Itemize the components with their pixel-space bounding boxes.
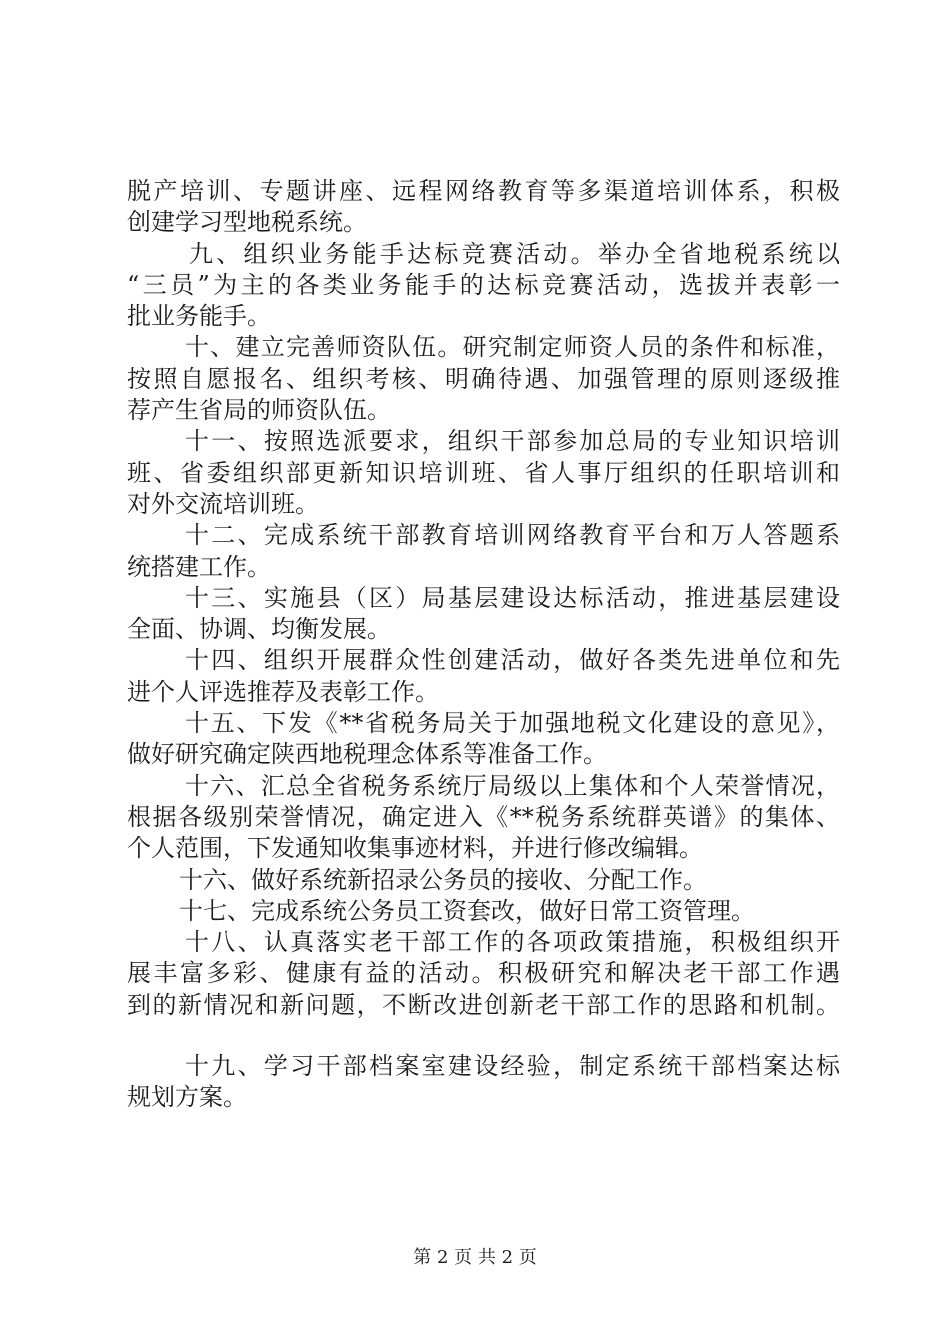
paragraph-line: 十二、完成系统干部教育培训网络教育平台和万人答题系 — [185, 521, 840, 550]
paragraph-line: 按照自愿报名、组织考核、明确待遇、加强管理的原则逐级推 — [127, 364, 840, 393]
paragraph-line: 对外交流培训班。 — [127, 489, 319, 518]
paragraph-line: 十一、按照选派要求，组织干部参加总局的专业知识培训 — [185, 427, 840, 456]
paragraph-line: 十七、完成系统公务员工资套改，做好日常工资管理。 — [179, 896, 755, 925]
paragraph-line: 做好研究确定陕西地税理念体系等准备工作。 — [127, 740, 607, 769]
paragraph-line: 个人范围，下发通知收集事迹材料，并进行修改编辑。 — [127, 834, 703, 863]
document-body — [127, 176, 840, 1114]
paragraph-line: 根据各级别荣誉情况，确定进入《**税务系统群英谱》的集体、 — [127, 802, 840, 831]
paragraph-line: 统搭建工作。 — [127, 552, 271, 581]
paragraph-line: 规划方案。 — [127, 1083, 247, 1112]
paragraph-line: 十八、认真落实老干部工作的各项政策措施，积极组织开 — [185, 928, 840, 957]
paragraph-line: 十六、做好系统新招录公务员的接收、分配工作。 — [179, 865, 707, 894]
paragraph-line: 班、省委组织部更新知识培训班、省人事厅组织的任职培训和 — [127, 458, 840, 487]
paragraph-line: 创建学习型地税系统。 — [127, 208, 367, 237]
paragraph-line: 进个人评选推荐及表彰工作。 — [127, 677, 439, 706]
paragraph-gap — [127, 1021, 840, 1051]
paragraph-line: 十、建立完善师资队伍。研究制定师资人员的条件和标准， — [185, 333, 840, 362]
paragraph-line: 九、组织业务能手达标竞赛活动。举办全省地税系统以 — [189, 239, 840, 268]
paragraph-line: 十四、组织开展群众性创建活动，做好各类先进单位和先 — [185, 646, 840, 675]
paragraph-line: 脱产培训、专题讲座、远程网络教育等多渠道培训体系，积极 — [127, 177, 840, 205]
paragraph-line: 十三、实施县（区）局基层建设达标活动，推进基层建设 — [185, 583, 840, 612]
paragraph-line: 到的新情况和新问题，不断改进创新老干部工作的思路和机制。 — [127, 990, 840, 1019]
paragraph-line: 十六、汇总全省税务系统厅局级以上集体和个人荣誉情况， — [185, 771, 840, 800]
page-number-footer: 第 2 页 共 2 页 — [413, 1247, 537, 1268]
paragraph-line: 十九、学习干部档案室建设经验，制定系统干部档案达标 — [185, 1052, 840, 1081]
paragraph-line: 全面、协调、均衡发展。 — [127, 615, 391, 644]
paragraph-line: “三员”为主的各类业务能手的达标竞赛活动，选拔并表彰一 — [127, 270, 840, 299]
paragraph-line: 荐产生省局的师资队伍。 — [127, 396, 391, 425]
paragraph-line: 十五、下发《**省税务局关于加强地税文化建设的意见》， — [185, 709, 840, 738]
paragraph-line: 批业务能手。 — [127, 302, 271, 331]
paragraph-line: 展丰富多彩、健康有益的活动。积极研究和解决老干部工作遇 — [127, 959, 840, 988]
